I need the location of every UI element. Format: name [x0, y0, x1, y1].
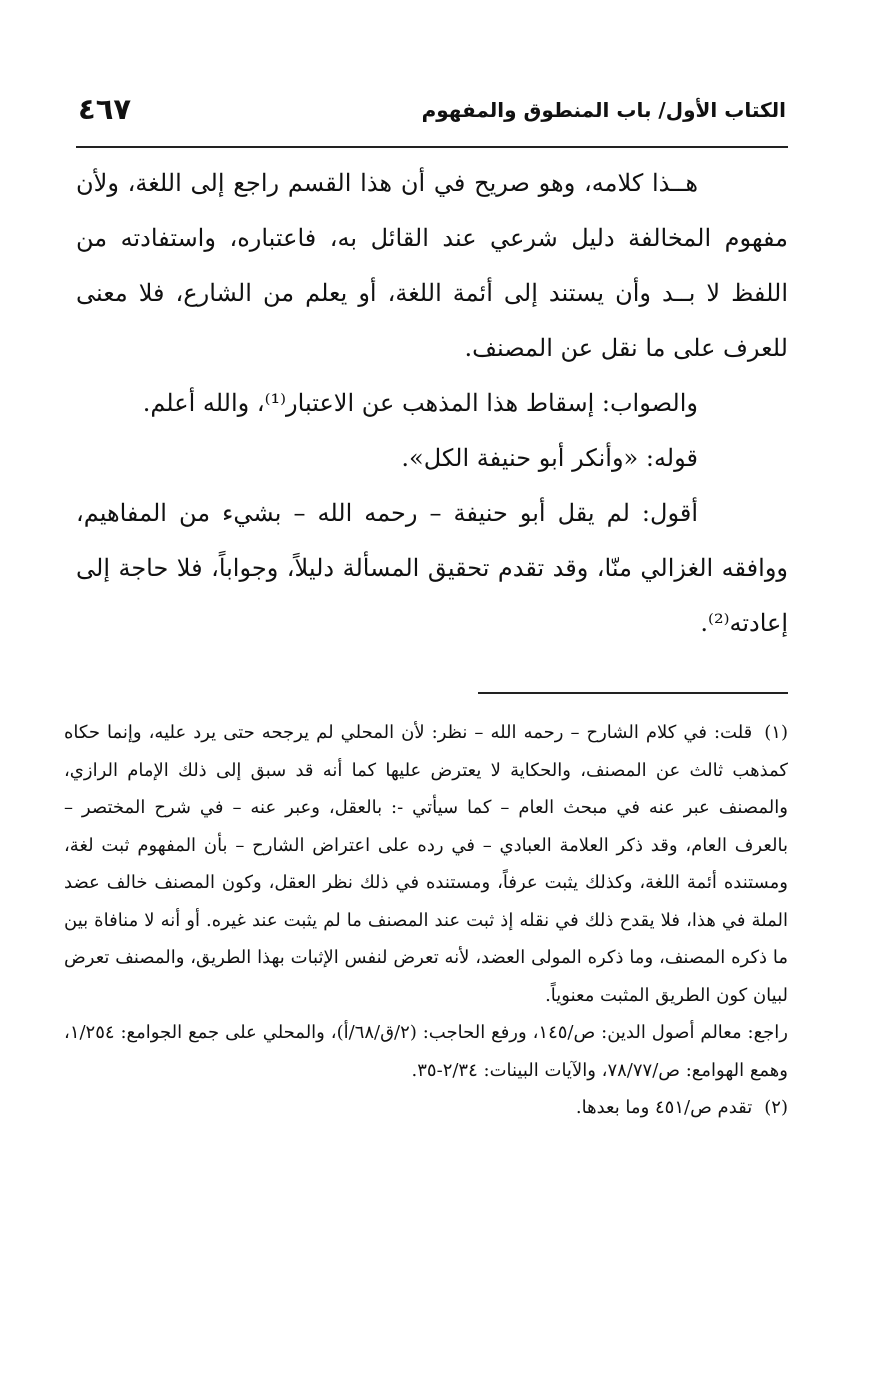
paragraph: أقول: لم يقل أبو حنيفة – رحمه الله – بشيء من المفاهيم، ووافقه الغزالي منّا، وقد تقدم تحقيق المسألة دليلاً، وجواباً، فلا حاجة إلى إعادته⁽²⁾.	[76, 499, 788, 637]
footnote-text: تقدم ص/٤٥١ وما بعدها.	[575, 1097, 753, 1118]
paragraph: هــذا كلامه، وهو صريح في أن هذا القسم راجع إلى اللغة، ولأن مفهوم المخالفة دليل شرعي عند القائل به، فاعتباره، واستفادته من اللفظ لا بــد وأن يستند إلى أئمة اللغة، أو يعلم من الشارع، فلا معنى للعرف على ما نقل عن المصنف.	[76, 169, 788, 362]
paragraph: والصواب: إسقاط هذا المذهب عن الاعتبار⁽¹⁾، والله أعلم.	[142, 389, 698, 417]
footnote-text: قلت: في كلام الشارح – رحمه الله – نظر: لأن المحلي لم يرجحه حتى يرد عليه، وإنما حكاه كمذهب ثالث عن المصنف، والحكاية لا يعترض عليها كما أنه قد سبق إلى ذلك الإمام الرازي، والمصنف عبر عنه في مبحث العام – كما سيأتي -: بالعقل، وعبر عنه – في شرح المختصر – بالعرف العام، وقد ذكر العلامة العبادي – في رده على اعتراض الشارح – بأن المفهوم ثبت لغة، ومستنده أئمة اللغة، وكذلك يثبت عرفاً، ومستنده في ذلك نظر العقل، وكون المصنف خالف عضد الملة في هذا، فلا يقدح ذلك في نقله إذ ثبت عند المصنف ما لم يثبت عند غيره. أو أنه لا منافاة بين ما ذكره المصنف، وما ذكره المولى العضد، لأنه تعرض لنفس الإثبات بهذا الطريق، والمصنف تعرض لبيان كون الطريق المثبت معنوياً.	[64, 722, 788, 1006]
running-header	[78, 92, 786, 138]
page-number: ٤٦٧	[78, 92, 132, 126]
footnote-1-references: راجع: معالم أصول الدين: ص/١٤٥، ورفع الحاجب: (٢/ق/٦٨/أ)، والمحلي على جمع الجوامع: ١/٢٥٤، وهمع الهوامع: ص/٧٨/٧٧، والآيات البينات: ٢/٣٤-٣٥.	[64, 1022, 788, 1081]
footnote-1	[64, 714, 788, 1014]
main-text	[76, 156, 788, 651]
header-title: الكتاب الأول/ باب المنطوق والمفهوم	[421, 98, 786, 122]
header-divider	[76, 146, 788, 148]
footnote-marker: (١)	[764, 722, 788, 743]
footnote-2	[64, 1089, 788, 1127]
footnote-marker: (٢)	[764, 1097, 788, 1118]
footnotes	[64, 714, 788, 1127]
paragraph: قوله: «وأنكر أبو حنيفة الكل».	[401, 444, 698, 472]
footnote-divider	[478, 692, 788, 694]
